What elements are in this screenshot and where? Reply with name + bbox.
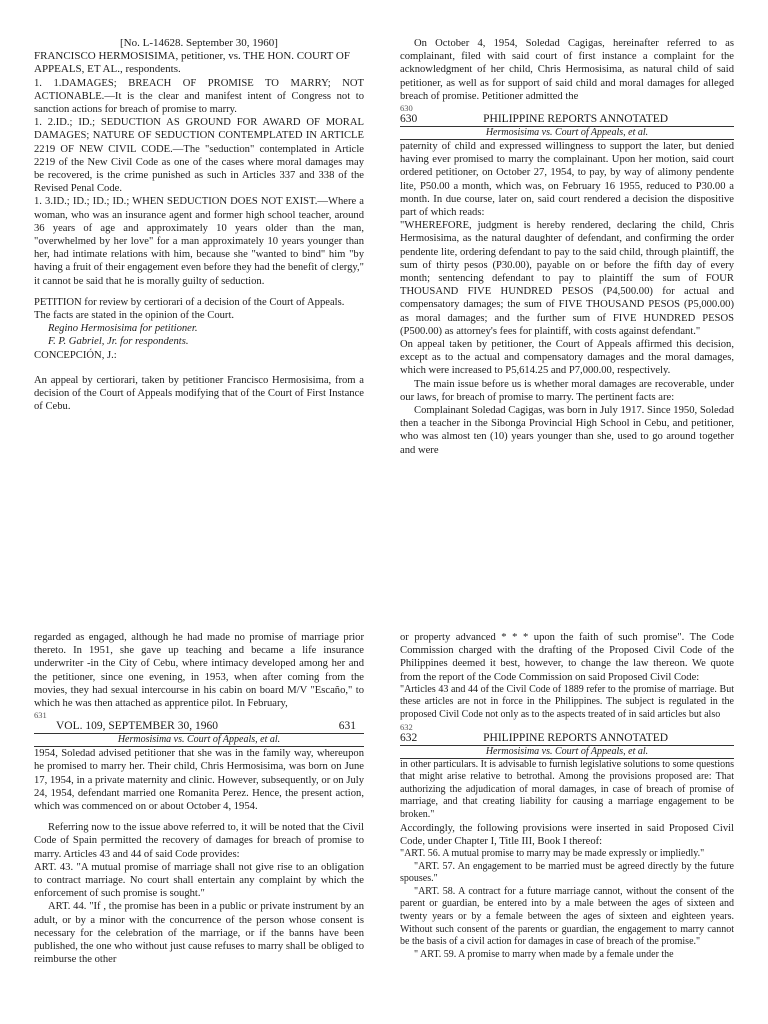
facts-statement: The facts are stated in the opinion of the Court. <box>34 310 235 322</box>
counsel-petitioner: Regino Hermosisima for petitioner. <box>48 323 198 335</box>
running-header <box>34 720 364 734</box>
header-subtitle: Hermosisima vs. Court of Appeals, et al. <box>400 746 734 759</box>
paragraph: Referring now to the issue above referred to, it will be noted that the Civil Code of Spain permitted the recovery of damages for breach of promise to marry. Articles 43 and 44 of said Code provides: <box>34 822 364 860</box>
article-44: ART. 44. "If , the promise has been in a public or private instrument by an adult, or by a minor with the concurrence of the person whose consent is necessary for the celebration of the marriage, or if the banns have been published, the one who without just cause refuses to marry shall be obliged to reimburse the other <box>34 901 364 966</box>
syllabus-item-3: 1. 3.ID.; ID.; ID.; ID.; WHEN SEDUCTION DOES NOT EXIST.—Where a woman, who was an insurance agent and former high school teacher, around 36 years of age and approximately 10 years older than the man, "overwhelmed by her love" for a man approximately 10 years younger than her, had intimate relations with him, because she "wanted to bind" him "by having a fruit of their engagement even before they had the benefit of clergy," it cannot be said that he is morally guilty of seduction. <box>34 196 364 287</box>
paragraph: Accordingly, the following provisions were inserted in said Proposed Civil Code, under Chapter I, Title III, Book I thereof: <box>400 822 734 847</box>
header-subtitle: Hermosisima vs. Court of Appeals, et al. <box>34 734 364 747</box>
paragraph: 1954, Soledad advised petitioner that she was in the family way, whereupon he promised to marry her. Their child, Chris Hermosisima, was born on June 17, 1954, in a private maternity and clinic. However, subsequently, or on July 24, 1954, defendant married one Romanita Perez. Hence, the present action, which was commenced on or about October 4, 1954. <box>34 748 364 813</box>
header-page-number: 630 <box>400 113 418 126</box>
counsel-respondents: F. P. Gabriel, Jr. for respondents. <box>48 336 189 348</box>
quote-continuation: in other particulars. It is advisable to furnish legislative solutions to some questions that might arise relative to betrothal. Among the provisions proposed are: That authorizing the adjudication of moral damages, in case of breach of promise of marriage, and that creating liability for causing a marriage engagement to be broken." <box>400 758 734 820</box>
case-number: [No. L-14628. September 30, 1960] <box>120 37 278 49</box>
running-header <box>400 113 734 127</box>
syllabus-item-2: 1. 2.ID.; ID.; SEDUCTION AS GROUND FOR AWARD OF MORAL DAMAGES; NATURE OF SEDUCTION CONTEMPLATED IN ARTICLE 2219 OF NEW CIVIL CODE.—The "seduction" contemplated in Article 2219 of the New Civil Code as one of the cases where moral damages may be recovered, is the crime punished as such in Articles 337 and 338 of the Revised Penal Code. <box>34 117 364 195</box>
running-header <box>400 732 734 746</box>
opinion-opening: An appeal by certiorari, taken by petitioner Francisco Hermosisima, from a decision of the Court of Appeals modifying that of the Court of First Instance of Cebu. <box>34 374 364 413</box>
page-629-column <box>34 37 364 413</box>
page-631-column <box>34 631 364 966</box>
article-59: " ART. 59. A promise to marry when made by a female under the <box>414 948 674 960</box>
article-43: ART. 43. "A mutual promise of marriage shall not give rise to an obligation to contract marriage. No court shall entertain any complaint by which the enforcement of such promise is sought." <box>34 861 364 900</box>
petition-statement: PETITION for review by certiorari of a decision of the Court of Appeals. <box>34 296 345 308</box>
paragraph: Complainant Soledad Cagigas, was born in July 1917. Since 1950, Soledad then a teacher in the Sibonga Provincial High School in Cebu, and petitioner, who was almost ten (10) years younger than she, used to go around together and were <box>400 405 734 456</box>
page-632-column <box>400 631 734 961</box>
header-page-number: 631 <box>338 720 356 733</box>
paragraph: paternity of child and expressed willingness to support the later, but denied having ever promised to marry the complainant. Upon her motion, said court ordered petitioner, on October 27, 1954, to pay, by way of alimony pendente lite, P50.00 a month, which was, on February 16 1955, reduced to P30.00 a month. In due course, later on, said court rendered a decision the dispositive part of which reads: <box>400 141 734 219</box>
paragraph: or property advanced * * * upon the faith of such promise". The Code Commission charged with the drafting of the Proposed Civil Code of the Philippines deemed it best, however, to change the law thereon. We quote from the report of the Code Commission on said Proposed Civil Code: <box>400 632 734 683</box>
article-58: "ART. 58. A contract for a future marriage cannot, without the consent of the parent or guardian, be entered into by a male between the ages of sixteen and twenty years or by a female between the ages of sixteen and eighteen years. Without such consent of the parents or guardian, the engagement to marry cannot be the basis of a civil action for damages in case of breach of the promise." <box>400 885 734 948</box>
dispositive-quote: "WHEREFORE, judgment is hereby rendered, declaring the child, Chris Hermosisima, as the natural daughter of defendant, and confirming the order pendente lite, ordering defendant to pay to the said child, through plaintiff, the sum of thirty pesos (P30.00), payable on or before the fifth day of every month; sentencing defendant to pay to plaintiff the sum of FOUR THOUSAND FIVE HUNDRED PESOS (P4,500.00) for actual and compensatory damages; the sum of FIVE THOUSAND PESOS (P5,000.00) as moral damages; and the further sum of FIVE HUNDRED PESOS (P500.00) as attorney's fees for plaintiff, with costs against defendant." <box>400 220 734 337</box>
syllabus-item-1: 1. 1.DAMAGES; BREACH OF PROMISE TO MARRY; NOT ACTIONABLE.—It is the clear and manifest intent of Congress not to sanction actions for breach of promise to marry. <box>34 77 364 116</box>
code-commission-quote: "Articles 43 and 44 of the Civil Code of 1889 refer to the promise of marriage. But these articles are not in force in the Philippines. The subject is regulated in the proposed Civil Code not only as to the aspects treated of in said articles but also <box>400 683 734 720</box>
header-title: PHILIPPINE REPORTS ANNOTATED <box>483 113 669 126</box>
paragraph: regarded as engaged, although he had made no promise of marriage prior thereto. In 1951, she gave up teaching and became a life insurance underwriter -in the City of Cebu, where intimacy developed among her and the petitioner, since one evening, in 1953, when after coming from the movies, they had sexual intercourse in his cabin on board M/V "Escaño," to which he was then attached as apprentice pilot. In February, <box>34 632 364 710</box>
paragraph: The main issue before us is whether moral damages are recoverable, under our laws, for breach of promise to marry. The pertinent facts are: <box>400 378 734 403</box>
page-630-column <box>400 37 734 457</box>
article-56: "ART. 56. A mutual promise to marry may be made expressly or impliedly." <box>400 847 705 859</box>
paragraph: On appeal taken by petitioner, the Court of Appeals affirmed this decision, except as to the actual and compensatory damages and the moral damages, which were increased to P5,614.25 and P7,000.00, respectively. <box>400 339 734 377</box>
case-title: FRANCISCO HERMOSISIMA, petitioner, vs. THE HON. COURT OF APPEALS, ET AL., respondents. <box>34 50 350 76</box>
page-marker: 631 <box>34 710 47 721</box>
paragraph: On October 4, 1954, Soledad Cagigas, hereinafter referred to as complainant, filed with said court of first instance a complaint for the acknowledgment of her child, Chris Hermosisima, as natural child of said petitioner, as well as for support of said child and moral damages for alleged breach of promise. Petitioner admitted the <box>400 38 734 102</box>
header-subtitle: Hermosisima vs. Court of Appeals, et al. <box>400 127 734 140</box>
header-title: PHILIPPINE REPORTS ANNOTATED <box>483 731 669 744</box>
page-marker: 630 <box>400 103 413 114</box>
opinion-author: CONCEPCIÓN, J.: <box>34 349 117 361</box>
article-57: "ART. 57. An engagement to be married must be agreed directly by the future spouses." <box>400 860 734 885</box>
header-page-number: 632 <box>400 731 418 744</box>
header-volume: VOL. 109, SEPTEMBER 30, 1960 <box>56 720 218 733</box>
page-marker: 632 <box>400 721 413 732</box>
